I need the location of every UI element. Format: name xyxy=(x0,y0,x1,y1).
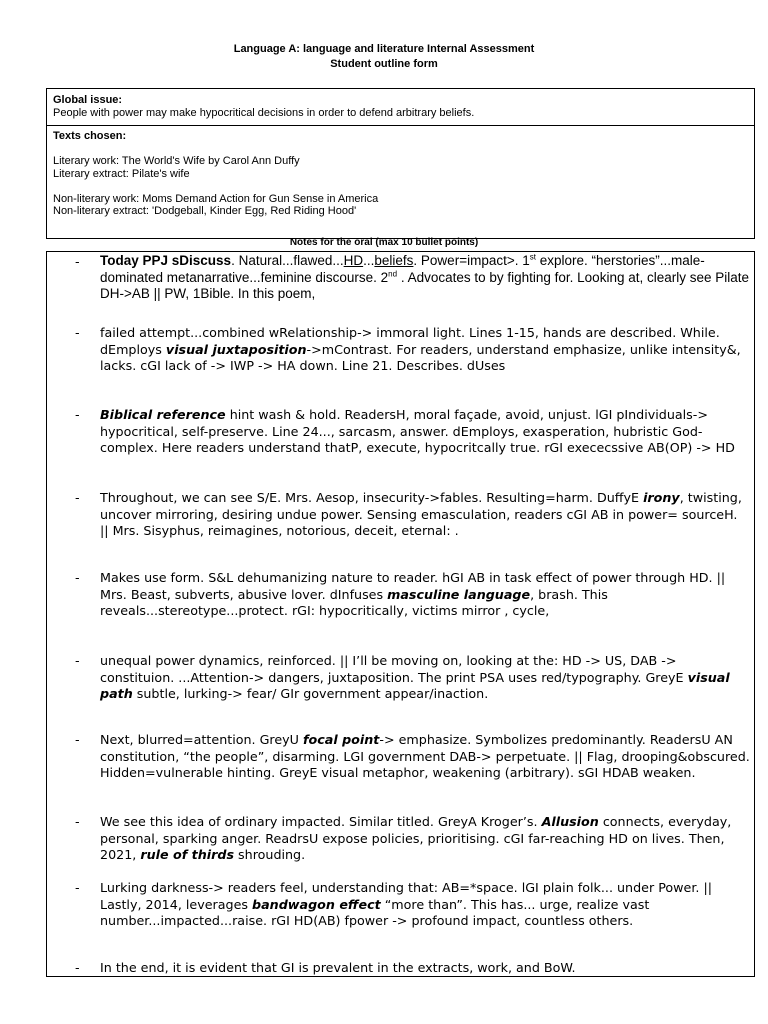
note-2: failed attempt...combined wRelationship-> immoral light. Lines 1-15, hands are described. While. dEmploys visual juxtaposition->mContrast. For readers, understand emphasize, unlike intensity&, lacks. cGI lack of -> IWP -> HA down. Line 21. Describes. dUses xyxy=(100,325,741,374)
bullet-dash: - xyxy=(75,254,80,269)
notes-box xyxy=(46,251,755,977)
nonliterary-work: Non-literary work: Moms Demand Action for Gun Sense in America xyxy=(53,192,379,205)
texts-chosen-label: Texts chosen: xyxy=(53,130,127,142)
bullet-dash: - xyxy=(75,653,80,668)
note-7: Next, blurred=attention. GreyU focal point-> emphasize. Symbolizes predominantly. ReadersU AN constitution, “the people”, disarming. LGI government DAB-> perpetuate. || Flag, drooping&obscured. Hidden=vulnerable hinting. GreyE visual metaphor, weakening (arbitrary). sGI HDAB weaken. xyxy=(100,732,750,781)
form-title: Language A: language and literature Internal Assessment xyxy=(233,43,535,55)
bullet-dash: - xyxy=(75,490,80,505)
note-10: In the end, it is evident that GI is prevalent in the extracts, work, and BoW. xyxy=(100,960,576,975)
note-4: Throughout, we can see S/E. Mrs. Aesop, insecurity->fables. Resulting=harm. DuffyE irony, twisting, uncover mirroring, desiring undue power. Sensing emasculation, readers cGI AB in power= sourceH. || Mrs. Sisyphus, reimagines, notorious, deceit, eternal: . xyxy=(100,490,742,539)
bullet-dash: - xyxy=(75,732,80,747)
form-subtitle: Student outline form xyxy=(330,58,438,70)
bullet-dash: - xyxy=(75,325,80,340)
note-6: unequal power dynamics, reinforced. || I’ll be moving on, looking at the: HD -> US, DAB -> constituion. ...Attention-> dangers, juxtaposition. The print PSA uses red/typography. GreyE visual path subtle, lurking-> fear/ GIr government appear/inaction. xyxy=(100,653,730,702)
bullet-dash: - xyxy=(75,880,80,895)
bullet-dash: - xyxy=(75,407,80,422)
nonliterary-extract: Non-literary extract: 'Dodgeball, Kinder Egg, Red Riding Hood' xyxy=(53,205,357,217)
literary-extract: Literary extract: Pilate's wife xyxy=(53,167,190,180)
global-issue-box xyxy=(46,88,755,126)
global-issue-label: Global issue: xyxy=(53,94,123,106)
notes-title: Notes for the oral (max 10 bullet points) xyxy=(289,237,479,248)
literary-work: Literary work: The World's Wife by Carol Ann Duffy xyxy=(53,155,300,167)
bullet-dash: - xyxy=(75,960,80,975)
texts-chosen-box xyxy=(46,125,755,239)
note-1: Today PPJ sDiscuss. Natural...flawed...HD...beliefs. Power=impact>. 1st explore. “herstories”...male-dominated metanarrative...feminine discourse. 2nd . Advocates to by fighting for. Looking at, clearly see Pilate DH->AB || PW, 1Bible. In this poem, xyxy=(100,252,750,302)
note-8: We see this idea of ordinary impacted. Similar titled. GreyA Kroger’s. Allusion connects, everyday, personal, sparking anger. ReadrsU expose policies, prioritising. cGI far-reaching HD on lives. Then, 2021, rule of thirds shrouding. xyxy=(100,814,732,863)
bullet-dash: - xyxy=(75,814,80,829)
bullet-dash: - xyxy=(75,570,80,585)
note-9: Lurking darkness-> readers feel, understanding that: AB=*space. lGI plain folk... under Power. || Lastly, 2014, leverages bandwagon effect “more than”. This has... urge, realize vast number...impacted...raise. rGI HD(AB) fpower -> profound impact, countless others. xyxy=(100,880,713,929)
note-5: Makes use form. S&L dehumanizing nature to reader. hGI AB in task effect of power through HD. || Mrs. Beast, subverts, abusive lover. dInfuses masculine language, brash. This reveals...stereotype...protect. rGI: hypocritically, victims mirror , cycle, xyxy=(100,570,726,619)
global-issue-text: People with power may make hypocritical decisions in order to defend arbitrary beliefs. xyxy=(53,106,475,119)
note-3: Biblical reference hint wash & hold. ReadersH, moral façade, avoid, unjust. lGI pIndividuals-> hypocritical, self-preserve. Line 24..., sarcasm, answer. dEmploys, exasperation, hubristic God-complex. Here readers understand thatP, execute, hypocritcally true. rGI exececssive AB(OP) -> HD xyxy=(100,407,735,456)
